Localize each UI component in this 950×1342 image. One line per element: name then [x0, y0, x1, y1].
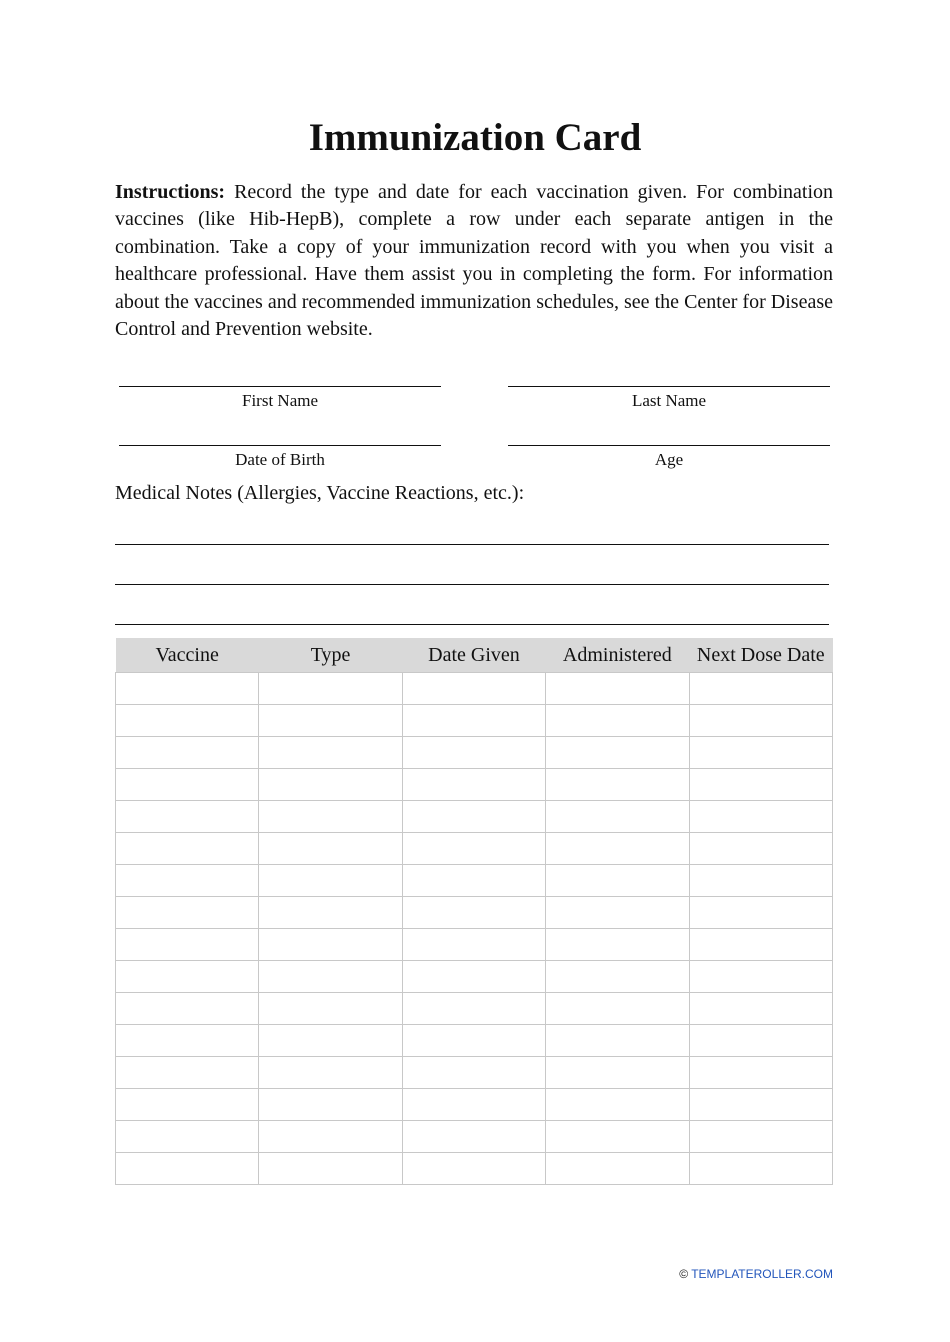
table-body: [116, 673, 833, 1185]
last-name-line[interactable]: [508, 386, 830, 387]
table-row: [116, 737, 833, 769]
table-cell[interactable]: [402, 801, 545, 833]
table-cell[interactable]: [546, 737, 689, 769]
table-cell[interactable]: [259, 673, 402, 705]
table-cell[interactable]: [259, 1025, 402, 1057]
table-row: [116, 961, 833, 993]
table-cell[interactable]: [546, 1057, 689, 1089]
table-row: [116, 769, 833, 801]
table-cell[interactable]: [546, 993, 689, 1025]
table-cell[interactable]: [689, 1121, 832, 1153]
table-cell[interactable]: [402, 769, 545, 801]
table-cell[interactable]: [116, 1057, 259, 1089]
age-field[interactable]: [508, 425, 830, 475]
table-cell[interactable]: [402, 961, 545, 993]
table-cell[interactable]: [546, 705, 689, 737]
table-cell[interactable]: [689, 897, 832, 929]
table-cell[interactable]: [546, 769, 689, 801]
date-of-birth-field[interactable]: [119, 425, 441, 475]
table-cell[interactable]: [116, 705, 259, 737]
column-header-administered: Administered: [546, 638, 689, 673]
table-cell[interactable]: [402, 705, 545, 737]
table-row: [116, 1121, 833, 1153]
templateroller-link[interactable]: TEMPLATEROLLER.COM: [691, 1267, 833, 1281]
table-cell[interactable]: [689, 1057, 832, 1089]
column-header-next-dose-date: Next Dose Date: [689, 638, 832, 673]
table-cell[interactable]: [402, 1153, 545, 1185]
table-cell[interactable]: [402, 993, 545, 1025]
table-cell[interactable]: [402, 1121, 545, 1153]
table-cell[interactable]: [546, 1121, 689, 1153]
table-row: [116, 705, 833, 737]
medical-notes-label: Medical Notes (Allergies, Vaccine Reactions, etc.):: [115, 482, 525, 504]
table-row: [116, 1153, 833, 1185]
page-title: Immunization Card: [308, 116, 642, 159]
table-row: [116, 897, 833, 929]
table-cell[interactable]: [116, 769, 259, 801]
table-cell[interactable]: [116, 929, 259, 961]
table-cell[interactable]: [689, 929, 832, 961]
table-cell[interactable]: [689, 833, 832, 865]
table-cell[interactable]: [116, 1153, 259, 1185]
first-name-field[interactable]: [119, 366, 441, 416]
table-cell[interactable]: [546, 1025, 689, 1057]
table-cell[interactable]: [116, 897, 259, 929]
table-row: [116, 833, 833, 865]
table-cell[interactable]: [402, 929, 545, 961]
table-cell[interactable]: [259, 865, 402, 897]
column-header-type: Type: [259, 638, 402, 673]
table-cell[interactable]: [546, 897, 689, 929]
table-cell[interactable]: [546, 865, 689, 897]
table-cell[interactable]: [689, 769, 832, 801]
table-cell[interactable]: [689, 737, 832, 769]
immunization-table: [115, 638, 833, 1185]
age-label: Age: [654, 450, 684, 469]
table-cell[interactable]: [259, 801, 402, 833]
table-cell[interactable]: [689, 961, 832, 993]
table-row: [116, 1025, 833, 1057]
table-cell[interactable]: [402, 1089, 545, 1121]
medical-notes-line[interactable]: [115, 544, 829, 545]
table-cell[interactable]: [402, 833, 545, 865]
table-row: [116, 1057, 833, 1089]
column-header-vaccine: Vaccine: [116, 638, 259, 673]
first-name-line[interactable]: [119, 386, 441, 387]
table-cell[interactable]: [402, 1057, 545, 1089]
table-cell[interactable]: [402, 865, 545, 897]
table-cell[interactable]: [116, 737, 259, 769]
table-cell[interactable]: [546, 673, 689, 705]
table-cell[interactable]: [546, 833, 689, 865]
table-cell[interactable]: [116, 1089, 259, 1121]
first-name-label: First Name: [241, 391, 319, 410]
table-row: [116, 801, 833, 833]
table-cell[interactable]: [402, 737, 545, 769]
table-cell[interactable]: [402, 673, 545, 705]
footer-credit: [679, 1266, 833, 1282]
table-cell[interactable]: [259, 993, 402, 1025]
table-cell[interactable]: [259, 705, 402, 737]
table-cell[interactable]: [689, 801, 832, 833]
table-cell[interactable]: [546, 1153, 689, 1185]
table-row: [116, 929, 833, 961]
table-cell[interactable]: [259, 1057, 402, 1089]
table-cell[interactable]: [689, 1089, 832, 1121]
table-cell[interactable]: [546, 801, 689, 833]
table-row: [116, 673, 833, 705]
table-cell[interactable]: [116, 801, 259, 833]
table-cell[interactable]: [259, 833, 402, 865]
table-cell[interactable]: [402, 897, 545, 929]
table-cell[interactable]: [689, 1153, 832, 1185]
table-cell[interactable]: [259, 1089, 402, 1121]
copyright-symbol: ©: [679, 1267, 689, 1281]
age-line[interactable]: [508, 445, 830, 446]
table-cell[interactable]: [689, 705, 832, 737]
instructions-text: Record the type and date for each vaccination given. For combination vaccines (like Hib-HepB), complete a row under each separate antigen in the combination. Take a copy of your immunization record with you when you visit a healthcare professional. Have them assist you in completing the form. For information about the vaccines and recommended immunization schedules, see the Center for Disease Control and Prevention website.: [115, 181, 833, 341]
last-name-field[interactable]: [508, 366, 830, 416]
table-cell[interactable]: [259, 737, 402, 769]
date-of-birth-label: Date of Birth: [235, 450, 325, 469]
table-cell[interactable]: [259, 897, 402, 929]
medical-notes-line[interactable]: [115, 584, 829, 585]
date-of-birth-line[interactable]: [119, 445, 441, 446]
medical-notes-line[interactable]: [115, 624, 829, 625]
table-cell[interactable]: [116, 961, 259, 993]
table-cell[interactable]: [689, 865, 832, 897]
table-cell[interactable]: [402, 1025, 545, 1057]
table-cell[interactable]: [689, 1025, 832, 1057]
table-cell[interactable]: [546, 961, 689, 993]
table-cell[interactable]: [116, 865, 259, 897]
table-cell[interactable]: [116, 1121, 259, 1153]
table-cell[interactable]: [546, 1089, 689, 1121]
table-cell[interactable]: [259, 929, 402, 961]
table-cell[interactable]: [116, 673, 259, 705]
table-cell[interactable]: [116, 1025, 259, 1057]
table-cell[interactable]: [259, 1121, 402, 1153]
table-cell[interactable]: [116, 833, 259, 865]
table-cell[interactable]: [689, 673, 832, 705]
column-header-date-given: Date Given: [402, 638, 545, 673]
table-row: [116, 865, 833, 897]
table-cell[interactable]: [116, 993, 259, 1025]
table-cell[interactable]: [689, 993, 832, 1025]
instructions-paragraph: [115, 179, 833, 343]
table-cell[interactable]: [259, 769, 402, 801]
last-name-label: Last Name: [631, 391, 707, 410]
table-row: [116, 993, 833, 1025]
table-cell[interactable]: [259, 961, 402, 993]
table-cell[interactable]: [546, 929, 689, 961]
table-row: [116, 1089, 833, 1121]
instructions-lead: Instructions:: [115, 181, 226, 203]
table-cell[interactable]: [259, 1153, 402, 1185]
table-header-row: [116, 638, 833, 673]
